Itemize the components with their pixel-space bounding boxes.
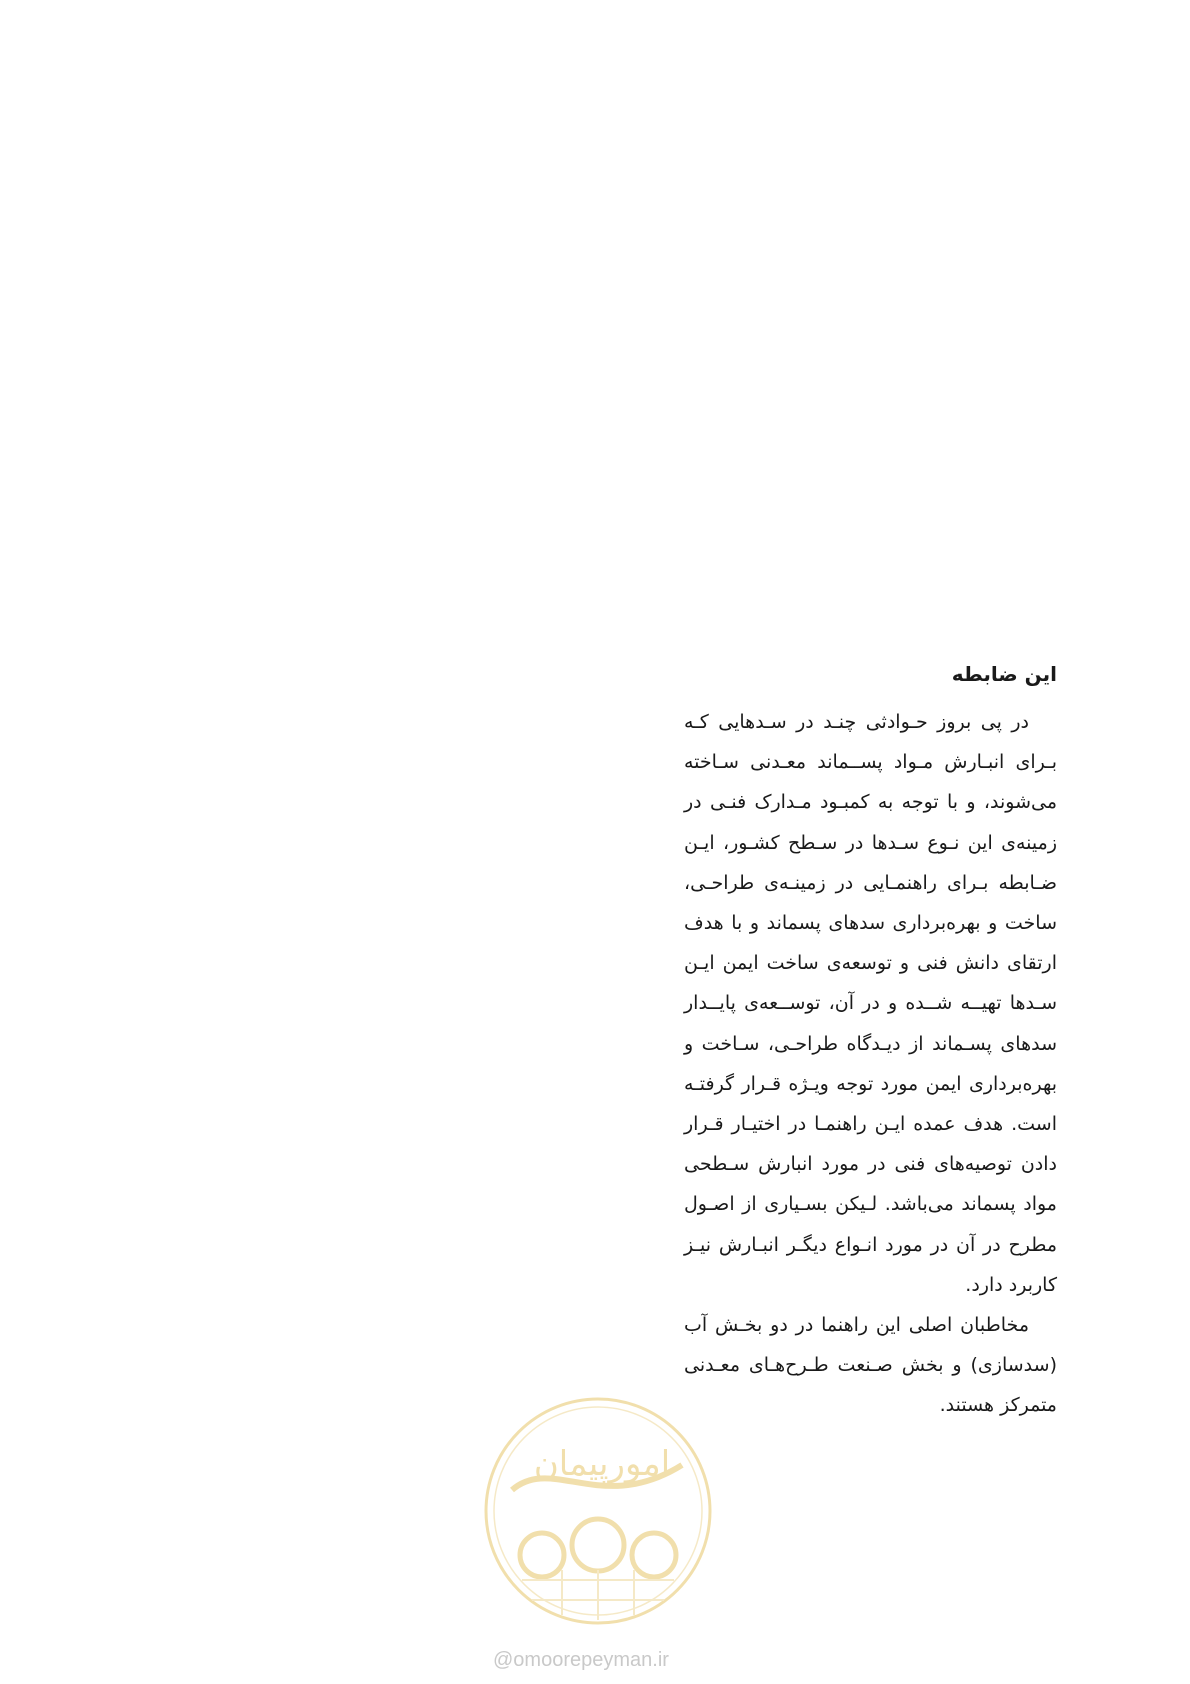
section-heading: این ضابطه bbox=[951, 662, 1057, 686]
document-section bbox=[684, 660, 1057, 1426]
omoorepeyman-logo-watermark bbox=[482, 1395, 714, 1627]
section-paragraph-1: در پی بروز حـوادثی چنـد در سـدهایی کـه بـرای انبـارش مـواد پســماند معـدنی سـاخته می‌شوند، و با توجه به کمبـود مـدارک فنـی در زمینه‌ی این نـوع سـدها در سـطح کشـور، ایـن ضـابطه بـرای راهنمـایی در زمینـه‌ی طراحـی، ساخت و بهره‌برداری سدهای پسماند و با هدف ارتقای دانش فنی و توسعه‌ی ساخت ایمن ایـن سـدها تهیــه شــده و در آن، توســعه‌ی پایــدار سدهای پسـماند از دیـدگاه طراحـی، سـاخت و بهره‌برداری ایمن مورد توجه ویـژه قـرار گرفتـه است. هدف عمده ایـن راهنمـا در اختیـار قـرار دادن توصیه‌های فنی در مورد انبارش سـطحی مواد پسماند می‌باشد. لـیکن بسـیاری از اصـول مطرح در آن در مورد انـواع دیگـر انبـارش نیـز کاربرد دارد. bbox=[684, 711, 1057, 1296]
watermark-url: @omoorepeyman.ir bbox=[493, 1649, 669, 1671]
section-paragraph-2: مخاطبان اصلی این راهنما در دو بخـش آب (سدسازی) و بخش صـنعت طـرح‌هـای معـدنی متمرکز هستند. bbox=[684, 1314, 1057, 1417]
watermark-logo-text: امورپیمان bbox=[533, 1444, 671, 1484]
